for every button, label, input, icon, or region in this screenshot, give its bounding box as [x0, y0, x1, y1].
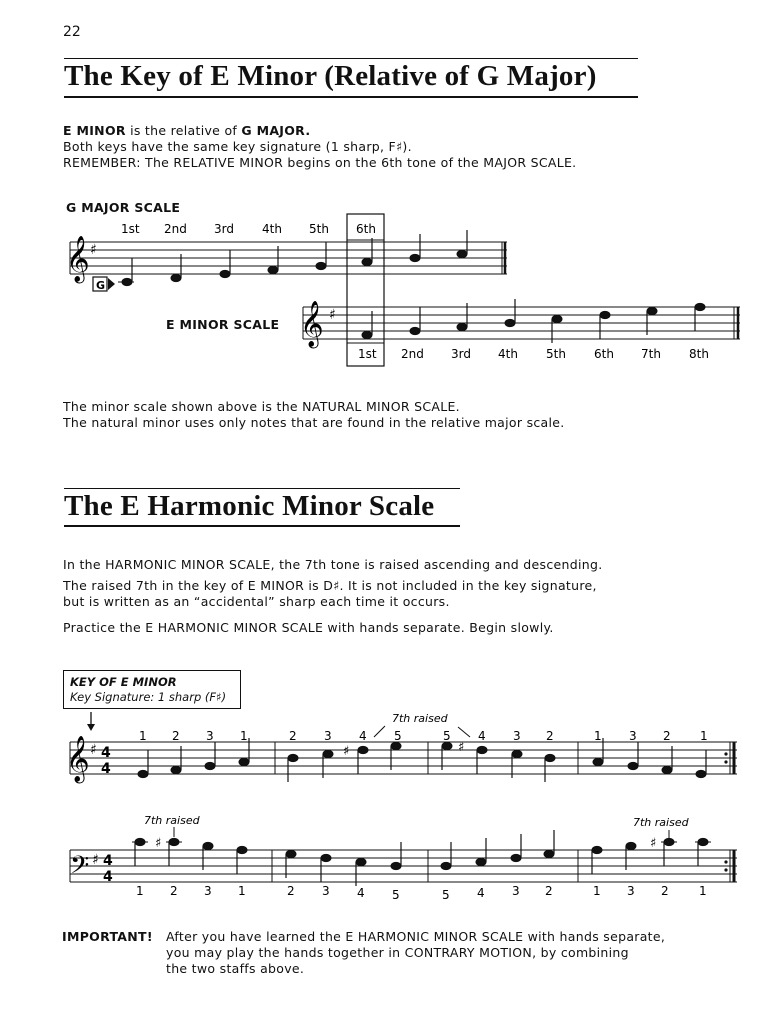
bass-fingering [136, 884, 707, 902]
finger-number: 2 [172, 729, 180, 743]
finger-number: 2 [663, 729, 671, 743]
finger-number: 1 [240, 729, 248, 743]
title-bottom-rule [64, 525, 460, 527]
title-top-rule [64, 488, 460, 489]
minor-degree: 4th [498, 347, 518, 361]
major-degree: 6th [356, 222, 376, 236]
time-signature-top: 4 [101, 745, 111, 761]
intro-line-2: Both keys have the same key signature (1 sharp, F♯). [63, 139, 412, 154]
section-title-e-minor: The Key of E Minor (Relative of G Major) [64, 60, 597, 92]
finger-number: 2 [289, 729, 297, 743]
minor-degree: 7th [641, 347, 661, 361]
major-degree: 2nd [164, 222, 187, 236]
important-line-1: After you have learned the E HARMONIC MINOR SCALE with hands separate, [166, 929, 666, 944]
minor-degree: 1st [358, 347, 377, 361]
minor-degree: 5th [546, 347, 566, 361]
treble-clef-icon: 𝄞 [66, 236, 90, 282]
major-degree: 5th [309, 222, 329, 236]
minor-degree: 2nd [401, 347, 424, 361]
treble-notes [138, 738, 706, 782]
finger-number: 4 [357, 886, 365, 900]
treble-clef-icon: 𝄞 [66, 736, 90, 782]
finger-number: 1 [136, 884, 144, 898]
section-title-harmonic-minor: The E Harmonic Minor Scale [64, 490, 435, 522]
harmonic-line-4: Practice the E HARMONIC MINOR SCALE with hands separate. Begin slowly. [63, 620, 554, 635]
finger-number: 3 [322, 884, 330, 898]
clef-box-letter: G [96, 279, 106, 292]
sharp-icon: ♯ [90, 742, 97, 758]
finger-number: 1 [594, 729, 602, 743]
g-major-bold: G MAJOR. [241, 123, 311, 138]
keybox-signature: Key Signature: 1 sharp (F♯) [70, 690, 227, 704]
intro-line-3: REMEMBER: The RELATIVE MINOR begins on the 6th tone of the MAJOR SCALE. [63, 155, 577, 170]
finger-number: 3 [204, 884, 212, 898]
accidental-sharp-icon: ♯ [155, 836, 162, 851]
intro-line-1-mid: is the relative of [125, 123, 242, 138]
natural-minor-text [63, 399, 565, 431]
accidental-sharp-icon: ♯ [343, 744, 350, 759]
g-major-scale-label: G MAJOR SCALE [66, 200, 181, 215]
sharp-icon: ♯ [92, 852, 99, 868]
natural-minor-line-1: The minor scale shown above is the NATURAL MINOR SCALE. [63, 399, 460, 414]
finger-number: 5 [443, 729, 451, 743]
accidental-sharp-icon: ♯ [458, 740, 465, 755]
finger-number: 1 [593, 884, 601, 898]
arrow-down-icon-head [87, 724, 95, 731]
relative-scale-diagram [0, 0, 768, 400]
important-label: IMPORTANT! [62, 929, 153, 944]
finger-number: 5 [392, 888, 400, 902]
page-number: 22 [63, 24, 81, 40]
minor-degree: 3rd [451, 347, 471, 361]
repeat-dot [724, 860, 727, 863]
harmonic-minor-staffs [0, 700, 768, 920]
accidental-sharp-icon: ♯ [650, 836, 657, 851]
important-line-2: you may play the hands together in CONTRARY MOTION, by combining [166, 945, 629, 960]
finger-number: 2 [546, 729, 554, 743]
seventh-raised-annotation-right: 7th raised [633, 816, 689, 829]
pointer-icon [108, 278, 115, 290]
finger-number: 4 [359, 729, 367, 743]
minor-degree: 8th [689, 347, 709, 361]
important-line-3: the two staffs above. [166, 961, 305, 976]
finger-number: 5 [394, 729, 402, 743]
arrow-icon [458, 727, 470, 737]
bass-clef-icon: 𝄢 [70, 851, 90, 886]
harmonic-line-1: In the HARMONIC MINOR SCALE, the 7th tone is raised ascending and descending. [63, 557, 603, 572]
harmonic-line-3: but is written as an “accidental” sharp each time it occurs. [63, 594, 450, 609]
important-text [166, 929, 665, 977]
repeat-dot [724, 752, 727, 755]
major-degree: 4th [262, 222, 282, 236]
minor-degree: 6th [594, 347, 614, 361]
treble-fingering [139, 729, 708, 743]
sharp-icon: ♯ [329, 307, 336, 323]
finger-number: 2 [545, 884, 553, 898]
major-degree: 1st [121, 222, 140, 236]
major-degree: 3rd [214, 222, 234, 236]
time-signature-bottom: 4 [103, 869, 113, 885]
finger-number: 4 [477, 886, 485, 900]
natural-minor-line-2: The natural minor uses only notes that are found in the relative major scale. [63, 415, 565, 430]
finger-number: 1 [699, 884, 707, 898]
finger-number: 3 [513, 729, 521, 743]
finger-number: 3 [627, 884, 635, 898]
finger-number: 2 [287, 884, 295, 898]
finger-number: 2 [170, 884, 178, 898]
time-signature-top: 4 [103, 853, 113, 869]
finger-number: 4 [478, 729, 486, 743]
seventh-raised-annotation-left: 7th raised [144, 814, 200, 827]
g-major-staff [70, 242, 507, 274]
treble-clef-icon: 𝄞 [300, 301, 324, 347]
seventh-raised-annotation: 7th raised [392, 712, 448, 725]
finger-number: 1 [238, 884, 246, 898]
finger-number: 3 [629, 729, 637, 743]
sharp-icon: ♯ [90, 242, 97, 258]
harmonic-line-2: The raised 7th in the key of E MINOR is D♯. It is not included in the key signature, [63, 578, 597, 593]
e-minor-notes [362, 299, 705, 343]
keybox-title: KEY OF E MINOR [70, 675, 177, 689]
finger-number: 5 [442, 888, 450, 902]
repeat-dot [724, 760, 727, 763]
finger-number: 1 [139, 729, 147, 743]
bass-staff [70, 850, 737, 882]
arrow-icon [374, 726, 385, 737]
harmonic-text [63, 557, 602, 636]
time-signature-bottom: 4 [101, 761, 111, 777]
treble-staff [70, 742, 737, 774]
e-minor-scale-label: E MINOR SCALE [166, 317, 280, 332]
finger-number: 3 [206, 729, 214, 743]
finger-number: 2 [661, 884, 669, 898]
e-minor-bold: E MINOR [63, 123, 126, 138]
finger-number: 3 [324, 729, 332, 743]
repeat-dot [724, 868, 727, 871]
finger-number: 1 [700, 729, 708, 743]
finger-number: 3 [512, 884, 520, 898]
